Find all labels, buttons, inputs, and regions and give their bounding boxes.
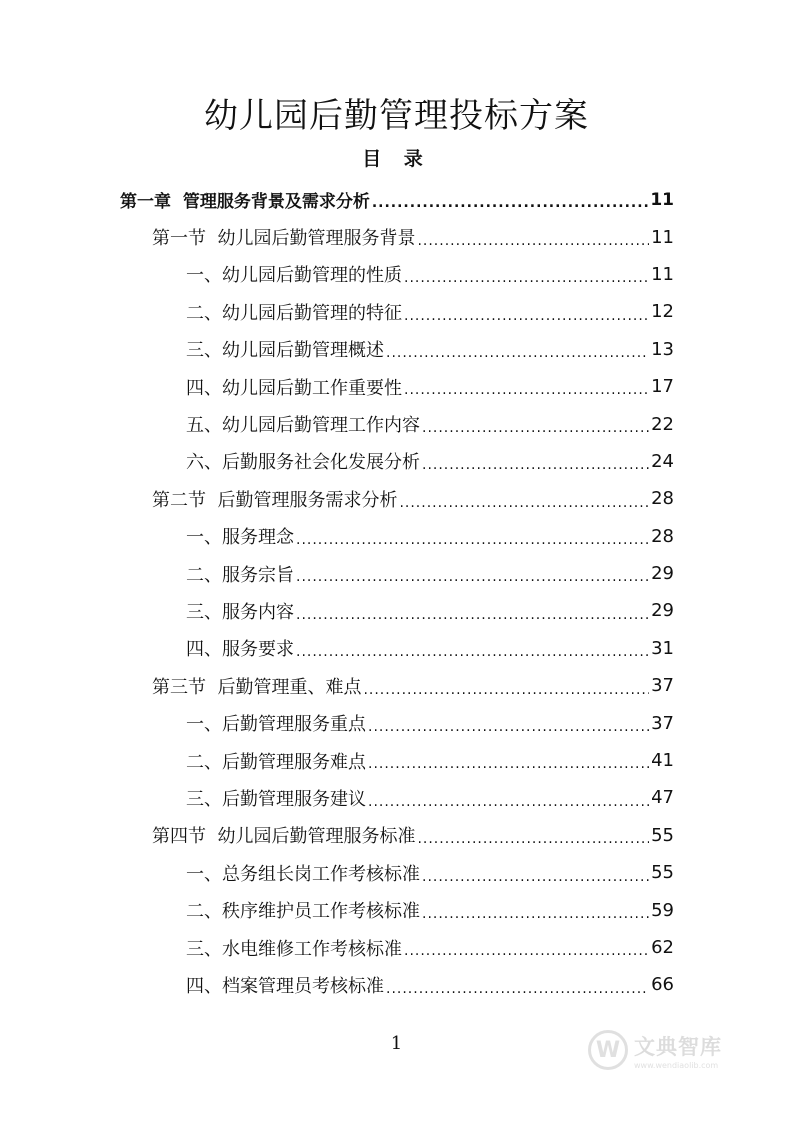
toc-page-number: 31	[651, 637, 674, 659]
toc-leader-dots	[404, 376, 649, 398]
toc-leader-dots	[296, 638, 649, 660]
toc-page-number: 55	[651, 862, 674, 884]
toc-page-number: 47	[651, 787, 674, 809]
toc-leader-dots	[296, 563, 649, 585]
toc-entry[interactable]: 一、 幼儿园后勤管理的性质 ..... 11	[0, 256, 793, 293]
toc-leader-dots	[422, 413, 649, 435]
toc-page-number: 41	[651, 750, 674, 772]
toc-leader-dots	[417, 825, 649, 847]
toc-page-number: 28	[651, 488, 674, 510]
toc-entry[interactable]: 第一节 幼儿园后勤管理服务背景 ..... 11	[0, 218, 793, 255]
toc-leader-dots	[368, 712, 649, 734]
toc-leader-dots	[417, 226, 649, 248]
toc-entry[interactable]: 一、 服务理念 ..... 28	[0, 518, 793, 555]
toc-entry[interactable]: 一、 总务组长岗工作考核标准 ..... 55	[0, 854, 793, 891]
toc-entry[interactable]: 三、 水电维修工作考核标准 ..... 62	[0, 929, 793, 966]
toc-page-number: 59	[651, 899, 674, 921]
toc-page-number: 37	[651, 675, 674, 697]
watermark-logo-icon: W	[588, 1030, 628, 1070]
toc-entry[interactable]: 二、 秩序维护员工作考核标准 ..... 59	[0, 891, 793, 928]
toc-page-number: 17	[651, 376, 674, 398]
toc-leader-dots	[422, 899, 649, 921]
toc-entry[interactable]: 四、 服务要求 ..... 31	[0, 630, 793, 667]
toc-entry[interactable]: 三、 服务内容 ..... 29	[0, 592, 793, 629]
toc-entry[interactable]: 四、 幼儿园后勤工作重要性 ..... 17	[0, 368, 793, 405]
toc-entry[interactable]: 二、 后勤管理服务难点 ..... 41	[0, 742, 793, 779]
toc-entry[interactable]: 六、 后勤服务社会化发展分析 ..... 24	[0, 443, 793, 480]
toc-page-number: 11	[650, 189, 674, 210]
toc-leader-dots	[422, 862, 649, 884]
toc-entry[interactable]: 三、 幼儿园后勤管理概述 ..... 13	[0, 331, 793, 368]
watermark	[588, 1022, 758, 1078]
toc-page-number: 28	[651, 525, 674, 547]
toc-leader-dots	[399, 488, 649, 510]
toc-entry[interactable]: 二、 服务宗旨 ..... 29	[0, 555, 793, 592]
toc-leader-dots	[296, 525, 649, 547]
toc-page-number: 37	[651, 712, 674, 734]
toc-leader-dots	[368, 750, 649, 772]
toc-leader-dots	[368, 787, 649, 809]
watermark-url: www.wendiaolib.com	[634, 1060, 719, 1070]
toc-page-number: 11	[651, 263, 674, 285]
toc-leader-dots	[296, 600, 649, 622]
toc-leader-dots	[363, 675, 649, 697]
toc-entry[interactable]: 五、 幼儿园后勤管理工作内容 ..... 22	[0, 405, 793, 442]
toc-page-number: 62	[651, 937, 674, 958]
toc-leader-dots	[386, 338, 649, 360]
toc-leader-dots	[404, 937, 649, 959]
toc-page-number: 11	[651, 226, 674, 248]
toc-entry[interactable]: 一、 后勤管理服务重点 ..... 37	[0, 704, 793, 741]
toc-entry[interactable]: 二、 幼儿园后勤管理的特征 ..... 12	[0, 293, 793, 330]
watermark-brand: 文典智库	[634, 1034, 722, 1059]
toc-page-number: 24	[651, 450, 674, 472]
toc-entry[interactable]: 三、 后勤管理服务建议 ..... 47	[0, 779, 793, 816]
toc-page-number: 22	[651, 413, 674, 435]
document-title: 幼儿园后勤管理投标方案	[204, 96, 589, 136]
toc-entry[interactable]: 四、 档案管理员考核标准 ..... 66	[0, 966, 793, 1003]
toc-entry[interactable]: 第二节 后勤管理服务需求分析 ..... 28	[0, 480, 793, 517]
toc-page-number: 55	[651, 824, 674, 846]
page-number: 1	[390, 1033, 403, 1054]
toc-leader-dots	[404, 264, 649, 286]
toc-page-number: 29	[651, 563, 674, 585]
toc-leader-dots	[372, 190, 648, 210]
toc-page-number: 13	[651, 338, 674, 360]
toc-entry[interactable]: 第一章 管理服务背景及需求分析 ..... 11	[0, 181, 793, 218]
toc-page-number: 29	[651, 600, 674, 622]
toc-page-number: 66	[651, 974, 674, 996]
table-of-contents	[0, 181, 793, 1004]
toc-heading: 目 录	[362, 148, 431, 170]
toc-leader-dots	[422, 451, 649, 473]
toc-entry[interactable]: 第三节 后勤管理重、难点 ..... 37	[0, 667, 793, 704]
toc-entry[interactable]: 第四节 幼儿园后勤管理服务标准 ..... 55	[0, 817, 793, 854]
toc-leader-dots	[404, 301, 649, 323]
toc-page-number: 12	[651, 301, 674, 323]
toc-leader-dots	[386, 974, 649, 996]
